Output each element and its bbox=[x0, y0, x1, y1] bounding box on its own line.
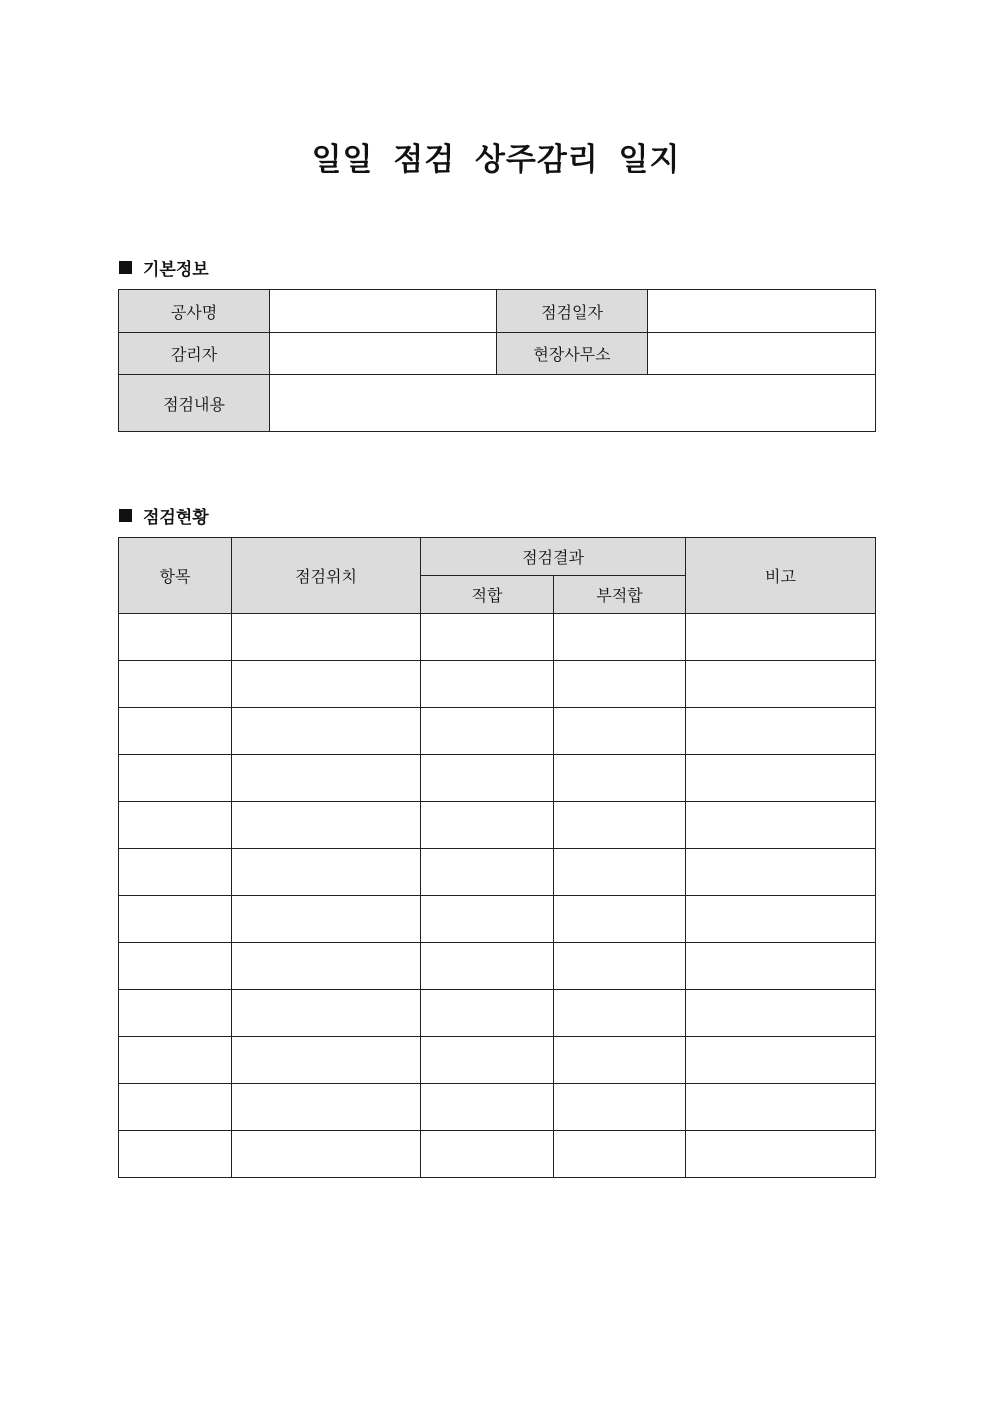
cell-pass[interactable] bbox=[421, 661, 554, 708]
cell-remarks[interactable] bbox=[686, 755, 876, 802]
cell-location[interactable] bbox=[232, 708, 421, 755]
label-project-name: 공사명 bbox=[119, 290, 270, 333]
cell-location[interactable] bbox=[232, 614, 421, 661]
field-project-name[interactable] bbox=[270, 290, 497, 333]
cell-remarks[interactable] bbox=[686, 1037, 876, 1084]
cell-fail[interactable] bbox=[554, 614, 686, 661]
cell-pass[interactable] bbox=[421, 802, 554, 849]
table-row bbox=[119, 1084, 876, 1131]
cell-remarks[interactable] bbox=[686, 708, 876, 755]
page-title: 일일 점검 상주감리 일지 bbox=[311, 142, 681, 178]
cell-pass[interactable] bbox=[421, 708, 554, 755]
cell-remarks[interactable] bbox=[686, 614, 876, 661]
cell-location[interactable] bbox=[232, 802, 421, 849]
cell-remarks[interactable] bbox=[686, 990, 876, 1037]
cell-fail[interactable] bbox=[554, 1131, 686, 1178]
column-header-item: 항목 bbox=[119, 538, 232, 614]
cell-item[interactable] bbox=[119, 849, 232, 896]
cell-pass[interactable] bbox=[421, 1037, 554, 1084]
cell-remarks[interactable] bbox=[686, 896, 876, 943]
cell-item[interactable] bbox=[119, 708, 232, 755]
label-inspection-content: 점검내용 bbox=[119, 375, 270, 432]
table-row bbox=[119, 849, 876, 896]
cell-remarks[interactable] bbox=[686, 802, 876, 849]
inspection-status-table bbox=[118, 537, 876, 1178]
cell-location[interactable] bbox=[232, 943, 421, 990]
section-heading-basic-info bbox=[119, 255, 209, 280]
cell-location[interactable] bbox=[232, 661, 421, 708]
black-square-icon bbox=[119, 261, 132, 274]
section-heading-label: 기본정보 bbox=[143, 260, 209, 280]
table-row bbox=[119, 802, 876, 849]
cell-item[interactable] bbox=[119, 1084, 232, 1131]
label-inspection-date: 점검일자 bbox=[497, 290, 648, 333]
cell-fail[interactable] bbox=[554, 943, 686, 990]
cell-fail[interactable] bbox=[554, 1037, 686, 1084]
cell-pass[interactable] bbox=[421, 755, 554, 802]
cell-remarks[interactable] bbox=[686, 1131, 876, 1178]
table-row bbox=[119, 661, 876, 708]
cell-location[interactable] bbox=[232, 1037, 421, 1084]
cell-pass[interactable] bbox=[421, 943, 554, 990]
cell-location[interactable] bbox=[232, 1131, 421, 1178]
cell-location[interactable] bbox=[232, 755, 421, 802]
cell-location[interactable] bbox=[232, 896, 421, 943]
table-row bbox=[119, 1037, 876, 1084]
cell-remarks[interactable] bbox=[686, 943, 876, 990]
cell-item[interactable] bbox=[119, 661, 232, 708]
section-heading-inspection-status bbox=[119, 503, 209, 528]
cell-location[interactable] bbox=[232, 849, 421, 896]
column-header-fail: 부적합 bbox=[554, 576, 686, 614]
cell-fail[interactable] bbox=[554, 849, 686, 896]
cell-item[interactable] bbox=[119, 755, 232, 802]
table-row bbox=[119, 943, 876, 990]
cell-item[interactable] bbox=[119, 896, 232, 943]
cell-fail[interactable] bbox=[554, 708, 686, 755]
column-header-result: 점검결과 bbox=[421, 538, 686, 576]
cell-pass[interactable] bbox=[421, 896, 554, 943]
column-header-location: 점검위치 bbox=[232, 538, 421, 614]
column-header-pass: 적합 bbox=[421, 576, 554, 614]
black-square-icon bbox=[119, 509, 132, 522]
basic-info-table bbox=[118, 289, 876, 432]
label-site-office: 현장사무소 bbox=[497, 333, 648, 375]
cell-location[interactable] bbox=[232, 990, 421, 1037]
cell-fail[interactable] bbox=[554, 896, 686, 943]
cell-item[interactable] bbox=[119, 943, 232, 990]
cell-remarks[interactable] bbox=[686, 1084, 876, 1131]
table-row bbox=[119, 755, 876, 802]
table-row bbox=[119, 896, 876, 943]
section-heading-label: 점검현황 bbox=[143, 508, 209, 528]
cell-fail[interactable] bbox=[554, 990, 686, 1037]
table-row bbox=[119, 708, 876, 755]
field-supervisor[interactable] bbox=[270, 333, 497, 375]
field-inspection-content[interactable] bbox=[270, 375, 876, 432]
cell-fail[interactable] bbox=[554, 1084, 686, 1131]
cell-item[interactable] bbox=[119, 1131, 232, 1178]
cell-fail[interactable] bbox=[554, 661, 686, 708]
field-site-office[interactable] bbox=[648, 333, 876, 375]
cell-item[interactable] bbox=[119, 990, 232, 1037]
cell-remarks[interactable] bbox=[686, 661, 876, 708]
cell-item[interactable] bbox=[119, 1037, 232, 1084]
cell-pass[interactable] bbox=[421, 1084, 554, 1131]
cell-remarks[interactable] bbox=[686, 849, 876, 896]
cell-pass[interactable] bbox=[421, 849, 554, 896]
cell-item[interactable] bbox=[119, 614, 232, 661]
cell-item[interactable] bbox=[119, 802, 232, 849]
column-header-remarks: 비고 bbox=[686, 538, 876, 614]
cell-pass[interactable] bbox=[421, 614, 554, 661]
table-row bbox=[119, 990, 876, 1037]
cell-location[interactable] bbox=[232, 1084, 421, 1131]
cell-fail[interactable] bbox=[554, 755, 686, 802]
cell-fail[interactable] bbox=[554, 802, 686, 849]
label-supervisor: 감리자 bbox=[119, 333, 270, 375]
field-inspection-date[interactable] bbox=[648, 290, 876, 333]
cell-pass[interactable] bbox=[421, 1131, 554, 1178]
table-row bbox=[119, 1131, 876, 1178]
cell-pass[interactable] bbox=[421, 990, 554, 1037]
table-row bbox=[119, 614, 876, 661]
